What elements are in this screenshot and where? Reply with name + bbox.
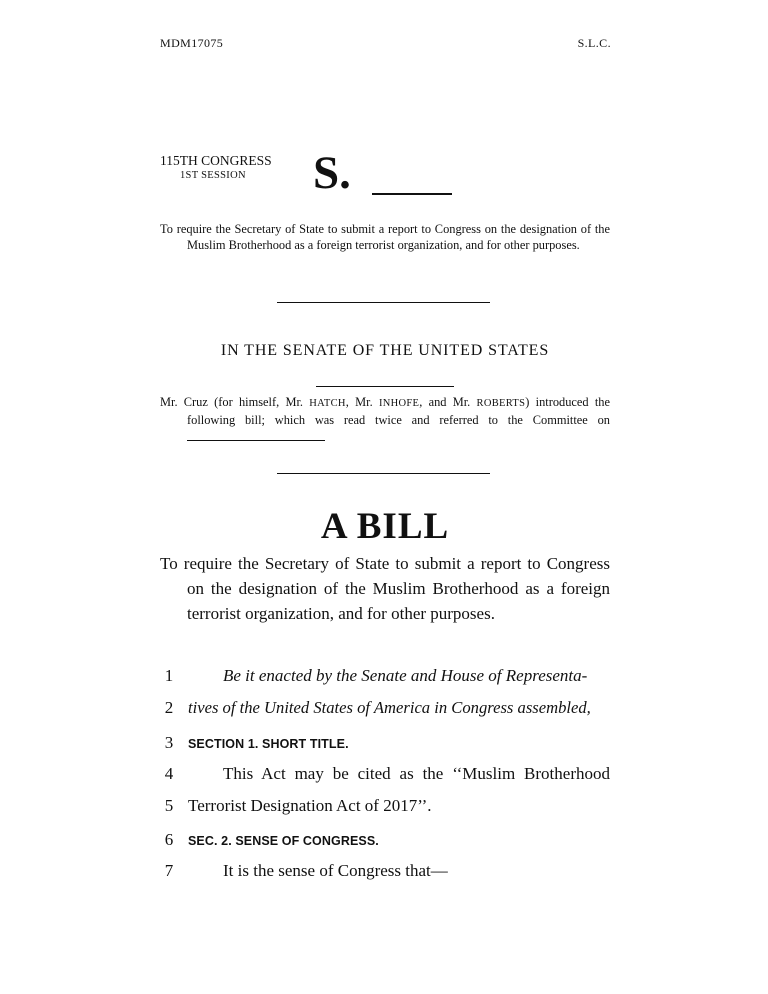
intro-text-a: (for himself, Mr. [214,395,304,409]
cosponsor-2: INHOFE [378,398,420,409]
cosponsor-3: ROBERTS [476,398,526,409]
intro-text-d: ) introduced the following bill; which was read twice and referred to the Committee on [187,395,610,427]
bill-number-blank [372,193,452,195]
divider-short [316,386,454,387]
enacting-clause-line-2: tives of the United States of America in Congress assembled, [188,698,591,717]
enacting-clause-line-1: Be it enacted by the Senate and House of Representa- [223,666,588,685]
cosponsor-1: HATCH [309,398,346,409]
sponsor-name: Mr. Cruz [160,395,208,409]
bill-prefix: S. [313,147,351,199]
congress-session-block [160,153,272,183]
line-number: 4 [164,764,174,783]
line-number: 2 [164,698,174,717]
line-number: 7 [164,861,174,880]
section-2-heading: SEC. 2. SENSE OF CONGRESS. [188,834,379,848]
slc-label: S.L.C. [577,36,611,50]
section-1-heading: SECTION 1. SHORT TITLE. [188,737,349,751]
line-number: 6 [164,830,174,849]
intro-text-c: , and Mr. [419,395,471,409]
divider-bottom [277,473,490,474]
intro-text-b: , Mr. [345,395,373,409]
introduction-paragraph [160,394,610,446]
document-id: MDM17075 [160,36,224,50]
bill-title: A BILL [320,506,450,547]
line-number: 1 [164,666,174,685]
purpose-short: To require the Secretary of State to submit a report to Congress on the designation of the Muslim Brotherhood as a foreign terrorist organization, and for other purposes. [160,222,610,252]
committee-blank [187,431,325,441]
divider-top [277,302,490,303]
sense-of-congress-line: It is the sense of Congress that— [223,861,448,880]
congress-number: 115TH CONGRESS [160,153,272,168]
chamber-heading: IN THE SENATE OF THE UNITED STATES [220,342,550,359]
line-number: 3 [164,733,174,752]
short-title-line-2: Terrorist Designation Act of 2017’’. [188,796,432,815]
short-title-line-1: This Act may be cited as the ‘‘Muslim Brotherhood [223,764,610,783]
purpose-long: To require the Secretary of State to submit a report to Congress on the designation of the Muslim Brotherhood as a foreign terrorist organization, and for other purposes. [160,554,610,623]
session-label: 1ST SESSION [180,170,246,181]
line-number: 5 [164,796,174,815]
